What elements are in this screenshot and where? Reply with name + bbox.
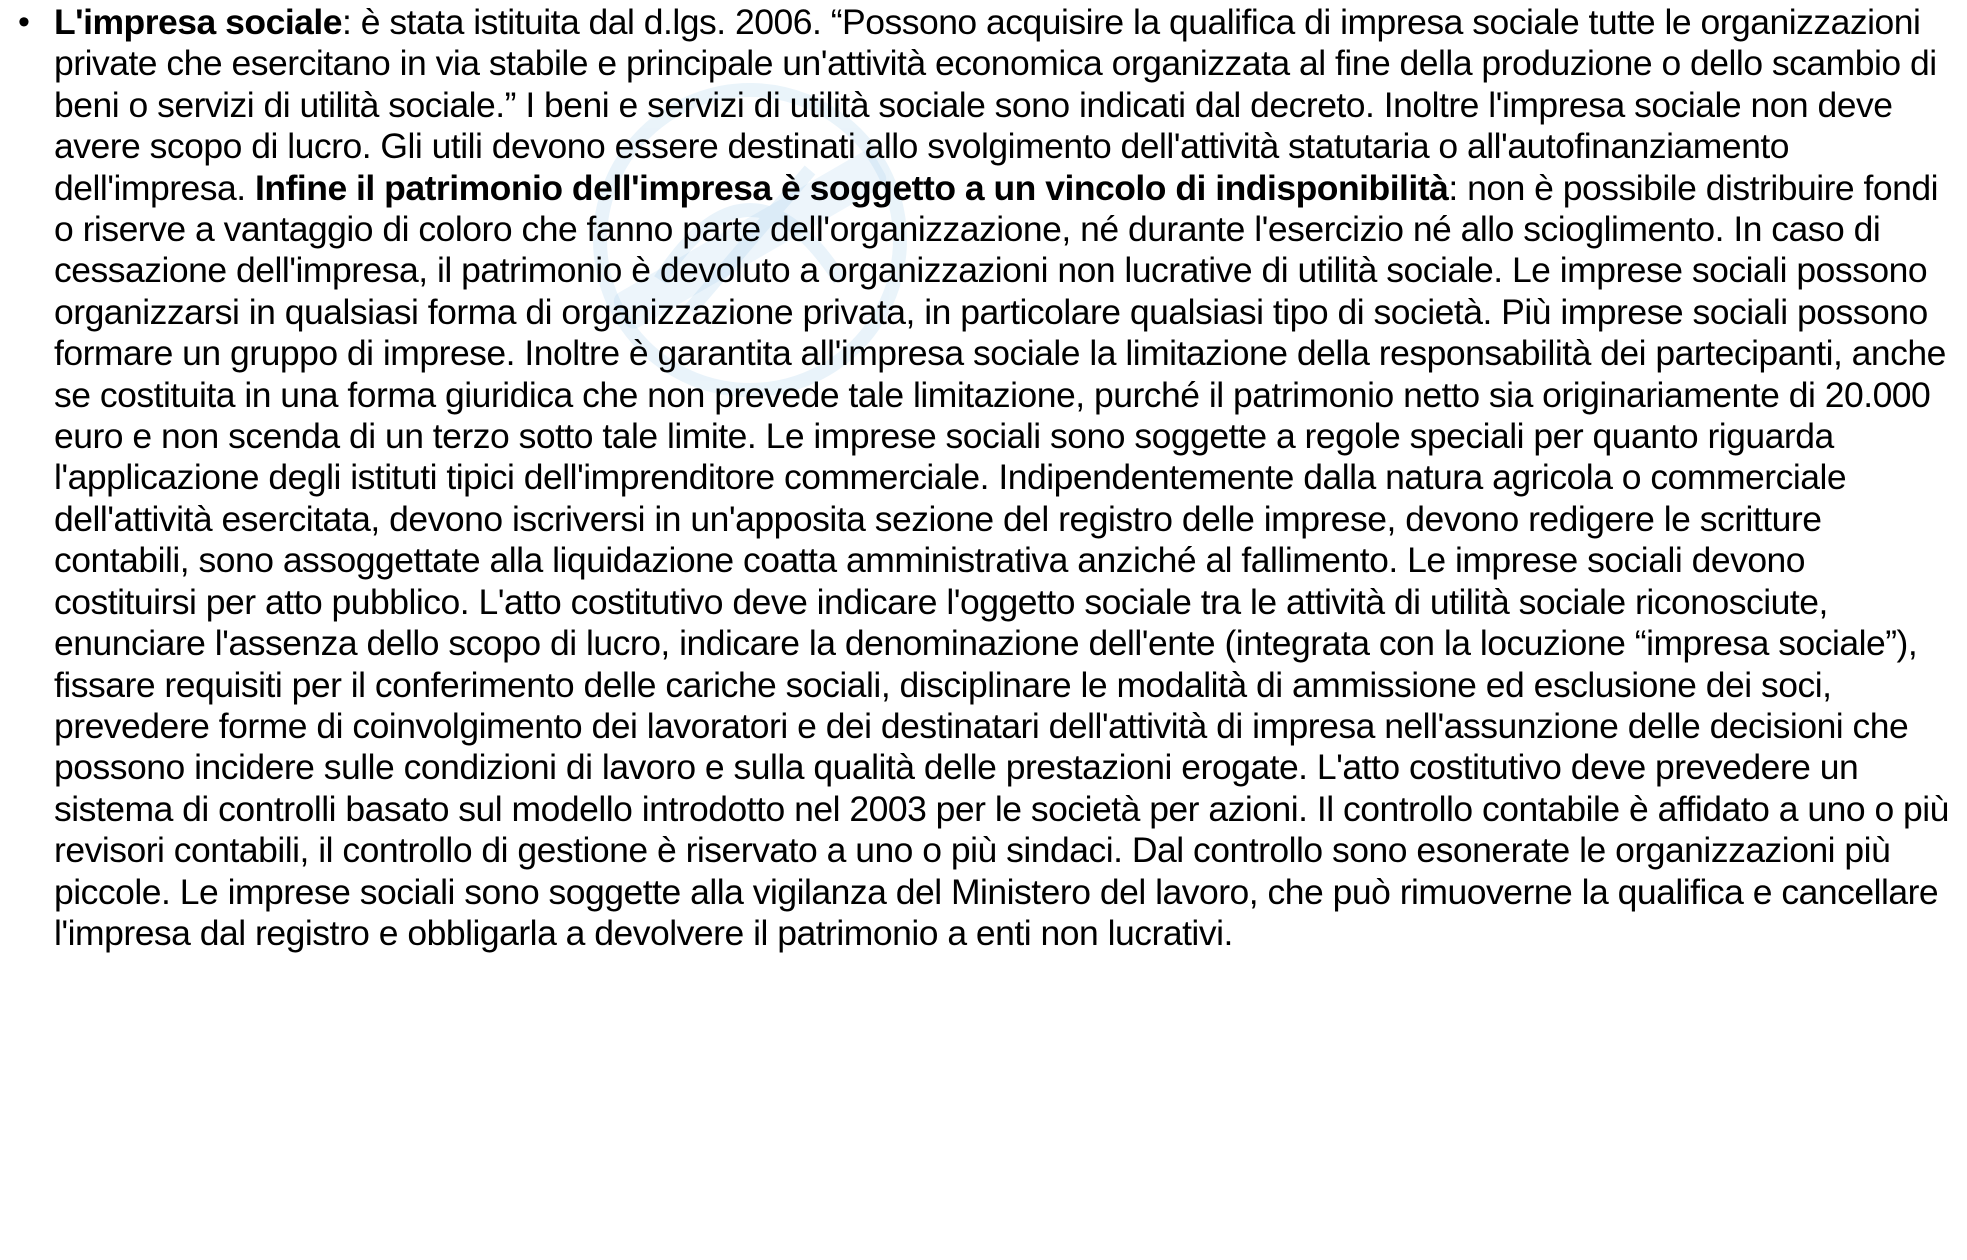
paragraph-text-1: : è stata istituita dal d.lgs. 2006. “Possono acquisire la qualifica di impresa sociale tutte le organizzazioni private che esercitano in via stabile e principale un'attività economica organizzata al fine della produzione o dello scambio di beni o servizi di utilità sociale.” I beni e servizi di utilità sociale sono indicati dal decreto. Inoltre l'impresa sociale non deve avere scopo di lucro. Gli utili devono essere destinati allo svolgimento dell'attività statutaria o all'autofinanziamento dell'impresa.: [54, 2, 1937, 208]
body-paragraph: [54, 2, 1954, 954]
paragraph-text-2: : non è possibile distribuire fondi o riserve a vantaggio di coloro che fanno parte dell'organizzazione, né durante l'esercizio né allo scioglimento. In caso di cessazione dell'impresa, il patrimonio è devoluto a organizzazioni non lucrative di utilità sociale. Le imprese sociali possono organizzarsi in qualsiasi forma di organizzazione privata, in particolare qualsiasi tipo di società. Più imprese sociali possono formare un gruppo di imprese. Inoltre è garantita all'impresa sociale la limitazione della responsabilità dei partecipanti, anche se costituita in una forma giuridica che non prevede tale limitazione, purché il patrimonio netto sia originariamente di 20.000 euro e non scenda di un terzo sotto tale limite. Le imprese sociali sono soggette a regole speciali per quanto riguarda l'applicazione degli istituti tipici dell'imprenditore commerciale. Indipendentemente dalla natura agricola o commerciale dell'attività esercitata, devono iscriversi in un'apposita sezione del registro delle imprese, devono redigere le scritture contabili, sono assoggettate alla liquidazione coatta amministrativa anziché al fallimento. Le imprese sociali devono costituirsi per atto pubblico. L'atto costitutivo deve indicare l'oggetto sociale tra le attività di utilità sociale riconosciute, enunciare l'assenza dello scopo di lucro, indicare la denominazione dell'ente (integrata con la locuzione “impresa sociale”), fissare requisiti per il conferimento delle cariche sociali, disciplinare le modalità di ammissione ed esclusione dei soci, prevedere forme di coinvolgimento dei lavoratori e dei destinatari dell'attività di impresa nell'assunzione delle decisioni che possono incidere sulle condizioni di lavoro e sulla qualità delle prestazioni erogate. L'atto costitutivo deve prevedere un sistema di controlli basato sul modello introdotto nel 2003 per le società per azioni. Il controllo contabile è affidato a uno o più revisori contabili, il controllo di gestione è riservato a uno o più sindaci. Dal controllo sono esonerate le organizzazioni più piccole. Le imprese sociali sono soggette alla vigilanza del Ministero del lavoro, che può rimuoverne la qualifica e cancellare l'impresa dal registro e obbligarla a devolvere il patrimonio a enti non lucrativi.: [54, 167, 1949, 953]
bullet-item: [14, 2, 1954, 954]
bullet-glyph: •: [18, 3, 30, 41]
term-heading: L'impresa sociale: [54, 2, 343, 42]
emphasis-text: Infine il patrimonio dell'impresa è soggetto a un vincolo di indisponibilità: [255, 167, 1449, 208]
